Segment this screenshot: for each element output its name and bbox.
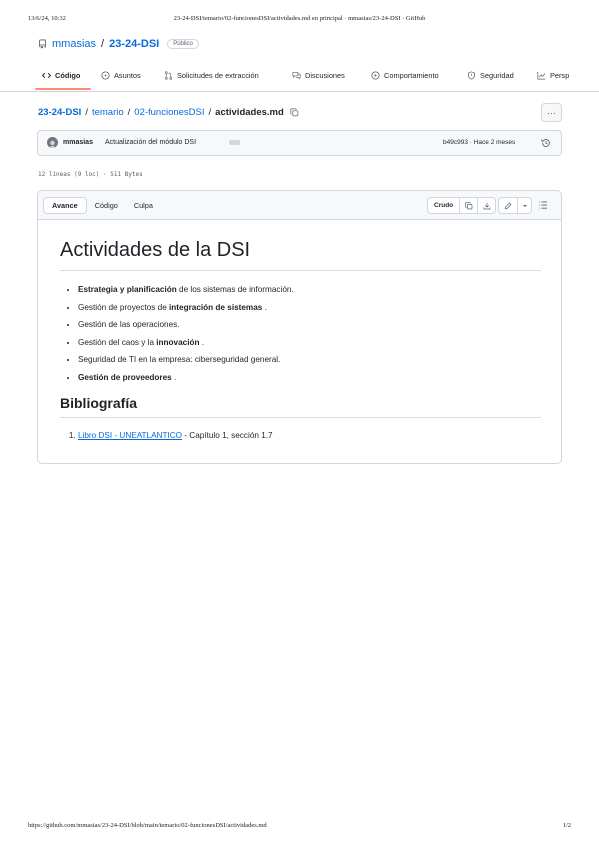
item-bold: innovación [156, 337, 200, 347]
view-switcher [43, 197, 161, 214]
print-page-number: 1/2 [562, 822, 571, 829]
chevron-down-icon [521, 202, 529, 210]
graph-icon [537, 71, 546, 80]
item-text: Gestión del caos y la [78, 337, 157, 347]
file-viewer [37, 190, 562, 464]
print-footer [28, 822, 571, 832]
breadcrumb-temario-link[interactable]: temario [91, 107, 124, 118]
tab-pull-requests[interactable] [164, 71, 259, 80]
list-item [78, 431, 273, 440]
raw-button[interactable]: Crudo [434, 202, 454, 209]
bibliography-text: - Capítulo 1, sección 1.7 [182, 431, 273, 440]
activities-list [60, 281, 294, 386]
item-text: Seguridad de TI en la empresa: ciberseguridad general. [78, 355, 281, 364]
commit-message-link[interactable]: Actualización del módulo DSI [105, 139, 197, 146]
commit-meta[interactable]: b49c993 · Hace 2 meses [443, 139, 516, 146]
commit-author-link[interactable]: mmasias [63, 139, 93, 146]
copy-raw-button[interactable] [459, 198, 477, 213]
tab-discussions[interactable] [292, 71, 345, 80]
section-heading-bibliography: Bibliografía [60, 395, 138, 411]
page-title: Actividades de la DSI [60, 239, 251, 261]
bibliography-list [60, 431, 273, 440]
tab-label: Solicitudes de extracción [177, 71, 259, 80]
code-view-tab[interactable]: Código [94, 201, 118, 210]
breadcrumb-separator: / [85, 107, 88, 118]
breadcrumb-repo-link[interactable]: 23-24-DSI [38, 107, 82, 118]
heading-divider [60, 417, 541, 418]
item-bold: Estrategia y planificación [78, 285, 177, 294]
active-tab-indicator [35, 88, 91, 90]
print-date: 13/6/24, 10:32 [28, 15, 66, 22]
repo-name-link[interactable]: 23-24-DSI [109, 38, 160, 50]
file-info: 12 líneas (9 loc) · 511 Bytes [38, 171, 143, 178]
repo-icon [38, 39, 47, 49]
shield-icon [467, 71, 476, 80]
issue-icon [101, 71, 110, 80]
list-item [78, 369, 294, 387]
repo-owner-link[interactable]: mmasias [52, 38, 97, 50]
code-icon [42, 71, 51, 80]
tab-label: Seguridad [480, 71, 514, 80]
breadcrumb-separator: / [208, 107, 212, 118]
download-button[interactable] [477, 198, 495, 213]
download-icon [483, 202, 491, 210]
repo-header [38, 38, 199, 50]
list-item [78, 351, 294, 369]
tab-label: Código [55, 71, 81, 80]
discussion-icon [292, 71, 301, 80]
list-item [78, 299, 294, 317]
latest-commit-bar [37, 130, 562, 156]
tab-label: Persp [550, 71, 570, 80]
item-bold: Gestión de proveedores [78, 372, 172, 382]
tab-label: Asuntos [114, 71, 141, 80]
tab-issues[interactable] [101, 71, 141, 80]
list-item [78, 334, 294, 352]
blame-tab[interactable]: Culpa [133, 201, 153, 210]
pencil-icon [504, 202, 512, 210]
play-icon [371, 71, 380, 80]
edit-menu-button[interactable] [517, 198, 531, 213]
edit-actions-group [498, 197, 532, 214]
raw-actions-group [427, 197, 496, 214]
bibliography-link[interactable]: Libro DSI - UNEATLANTICO [78, 431, 183, 440]
file-toolbar [38, 191, 561, 220]
tab-insights[interactable] [537, 71, 569, 80]
item-text: Gestión de las operaciones. [78, 320, 180, 329]
history-icon[interactable] [541, 138, 551, 148]
heading-divider [60, 270, 541, 271]
item-text: de los sistemas de información. [176, 285, 294, 294]
list-item [78, 316, 294, 334]
preview-tab[interactable]: Avance [43, 197, 87, 214]
commit-expand-button[interactable] [229, 140, 240, 145]
item-bold: integración de sistemas [169, 302, 263, 312]
visibility-badge: Público [167, 39, 199, 49]
outline-icon[interactable] [538, 200, 548, 210]
tab-actions[interactable] [371, 71, 439, 80]
repo-nav-tabs [0, 62, 599, 92]
breadcrumb [38, 107, 299, 118]
breadcrumb-folder-link[interactable]: 02-funcionesDSI [134, 107, 205, 118]
print-header [28, 15, 571, 25]
tab-code[interactable] [42, 71, 80, 80]
tab-security[interactable] [467, 71, 514, 80]
repo-separator: / [101, 38, 105, 50]
tab-label: Comportamiento [384, 71, 439, 80]
item-text: Gestión de proyectos de [78, 302, 170, 312]
tab-label: Discusiones [305, 71, 345, 80]
list-item [78, 281, 294, 299]
item-text: . [171, 372, 177, 382]
print-title: 23-24-DSI/temario/02-funcionesDSI/actividades.md en principal · mmasias/23-24-DSI · GitHub [173, 15, 426, 22]
copy-icon [465, 202, 473, 210]
pull-request-icon [164, 71, 173, 80]
more-options-button[interactable]: ··· [541, 103, 562, 122]
breadcrumb-separator: / [127, 107, 131, 118]
breadcrumb-file-name: actividades.md [215, 107, 284, 118]
copy-path-icon[interactable] [290, 108, 299, 117]
item-text: . [199, 337, 205, 347]
item-text: . [262, 302, 267, 312]
avatar[interactable] [47, 137, 58, 148]
print-url: https://github.com/mmasias/23-24-DSI/blob/main/temario/02-funcionesDSI/actividades.md [28, 822, 267, 829]
edit-button[interactable] [499, 198, 517, 213]
